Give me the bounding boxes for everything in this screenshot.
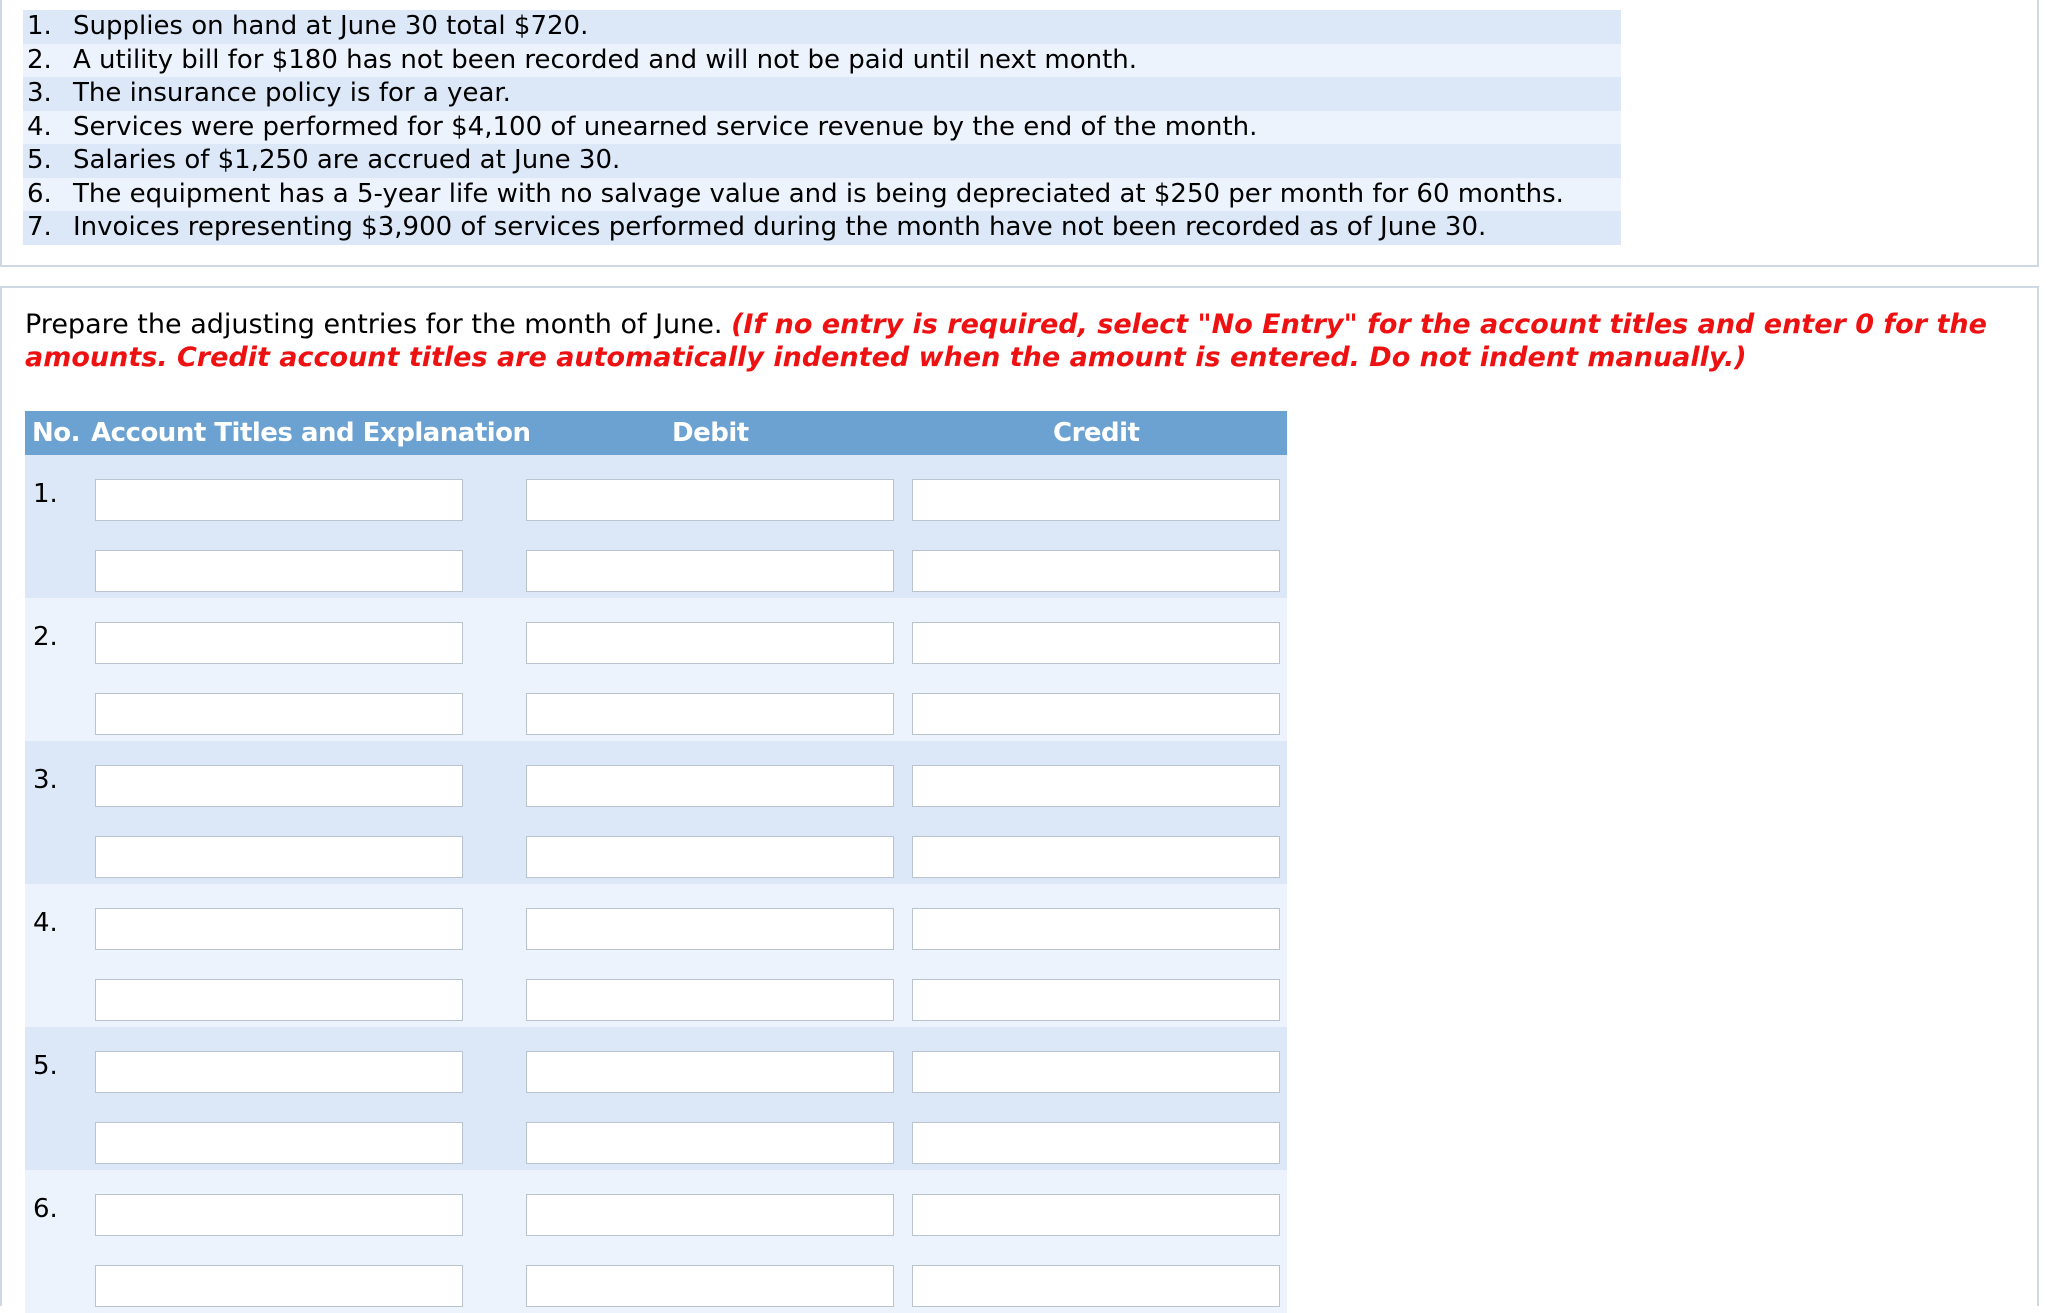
- header-account-titles: Account Titles and Explanation: [91, 418, 531, 448]
- debit-input[interactable]: [526, 693, 894, 735]
- account-title-input[interactable]: [95, 1265, 463, 1307]
- account-title-input[interactable]: [95, 1122, 463, 1164]
- entry-group: [25, 1027, 1287, 1170]
- debit-input[interactable]: [526, 908, 894, 950]
- credit-input[interactable]: [912, 693, 1280, 735]
- credit-input[interactable]: [912, 1122, 1280, 1164]
- debit-input[interactable]: [526, 550, 894, 592]
- entry-group: [25, 741, 1287, 884]
- debit-input[interactable]: [526, 622, 894, 664]
- credit-input[interactable]: [912, 622, 1280, 664]
- account-title-input[interactable]: [95, 979, 463, 1021]
- credit-input[interactable]: [912, 1194, 1280, 1236]
- credit-input[interactable]: [912, 836, 1280, 878]
- journal-entry-table: [25, 411, 1287, 1313]
- entry-number: 6.: [33, 1194, 58, 1224]
- fact-item: 6. The equipment has a 5-year life with no salvage value and is being depreciated at $250 per month for 60 months.: [23, 178, 1621, 212]
- account-title-input[interactable]: [95, 479, 463, 521]
- header-credit: Credit: [1053, 418, 1140, 448]
- credit-input[interactable]: [912, 765, 1280, 807]
- account-title-input[interactable]: [95, 1051, 463, 1093]
- instructions: [25, 308, 2025, 374]
- fact-item: 4. Services were performed for $4,100 of unearned service revenue by the end of the month.: [23, 111, 1621, 145]
- debit-input[interactable]: [526, 479, 894, 521]
- fact-item: 7. Invoices representing $3,900 of services performed during the month have not been recorded as of June 30.: [23, 211, 1621, 245]
- fact-item: 2. A utility bill for $180 has not been recorded and will not be paid until next month.: [23, 44, 1621, 78]
- credit-input[interactable]: [912, 979, 1280, 1021]
- debit-input[interactable]: [526, 1265, 894, 1307]
- credit-input[interactable]: [912, 1265, 1280, 1307]
- facts-list: [23, 10, 1621, 245]
- account-title-input[interactable]: [95, 1194, 463, 1236]
- account-title-input[interactable]: [95, 622, 463, 664]
- header-debit: Debit: [672, 418, 749, 448]
- instructions-note: (If no entry is required, select "No Entry" for the account titles and enter 0 for the amounts. Credit account titles are automatically indented when the amount is entered. Do not indent manually.): [25, 309, 1987, 373]
- account-title-input[interactable]: [95, 693, 463, 735]
- credit-input[interactable]: [912, 908, 1280, 950]
- credit-input[interactable]: [912, 550, 1280, 592]
- fact-item: 3. The insurance policy is for a year.: [23, 77, 1621, 111]
- entry-group: [25, 598, 1287, 741]
- entry-number: 2.: [33, 622, 58, 652]
- fact-item: 1. Supplies on hand at June 30 total $720.: [23, 10, 1621, 44]
- account-title-input[interactable]: [95, 765, 463, 807]
- debit-input[interactable]: [526, 765, 894, 807]
- header-no: No.: [32, 418, 80, 448]
- debit-input[interactable]: [526, 836, 894, 878]
- entry-group: [25, 1170, 1287, 1313]
- debit-input[interactable]: [526, 1122, 894, 1164]
- credit-input[interactable]: [912, 1051, 1280, 1093]
- instructions-main: Prepare the adjusting entries for the month of June.: [25, 309, 723, 340]
- entry-number: 1.: [33, 479, 58, 509]
- debit-input[interactable]: [526, 1194, 894, 1236]
- debit-input[interactable]: [526, 1051, 894, 1093]
- entry-number: 5.: [33, 1051, 58, 1081]
- fact-item: 5. Salaries of $1,250 are accrued at June 30.: [23, 144, 1621, 178]
- account-title-input[interactable]: [95, 550, 463, 592]
- account-title-input[interactable]: [95, 836, 463, 878]
- entry-group: [25, 455, 1287, 598]
- table-header: [25, 411, 1287, 455]
- debit-input[interactable]: [526, 979, 894, 1021]
- account-title-input[interactable]: [95, 908, 463, 950]
- entry-number: 3.: [33, 765, 58, 795]
- entry-group: [25, 884, 1287, 1027]
- credit-input[interactable]: [912, 479, 1280, 521]
- entry-number: 4.: [33, 908, 58, 938]
